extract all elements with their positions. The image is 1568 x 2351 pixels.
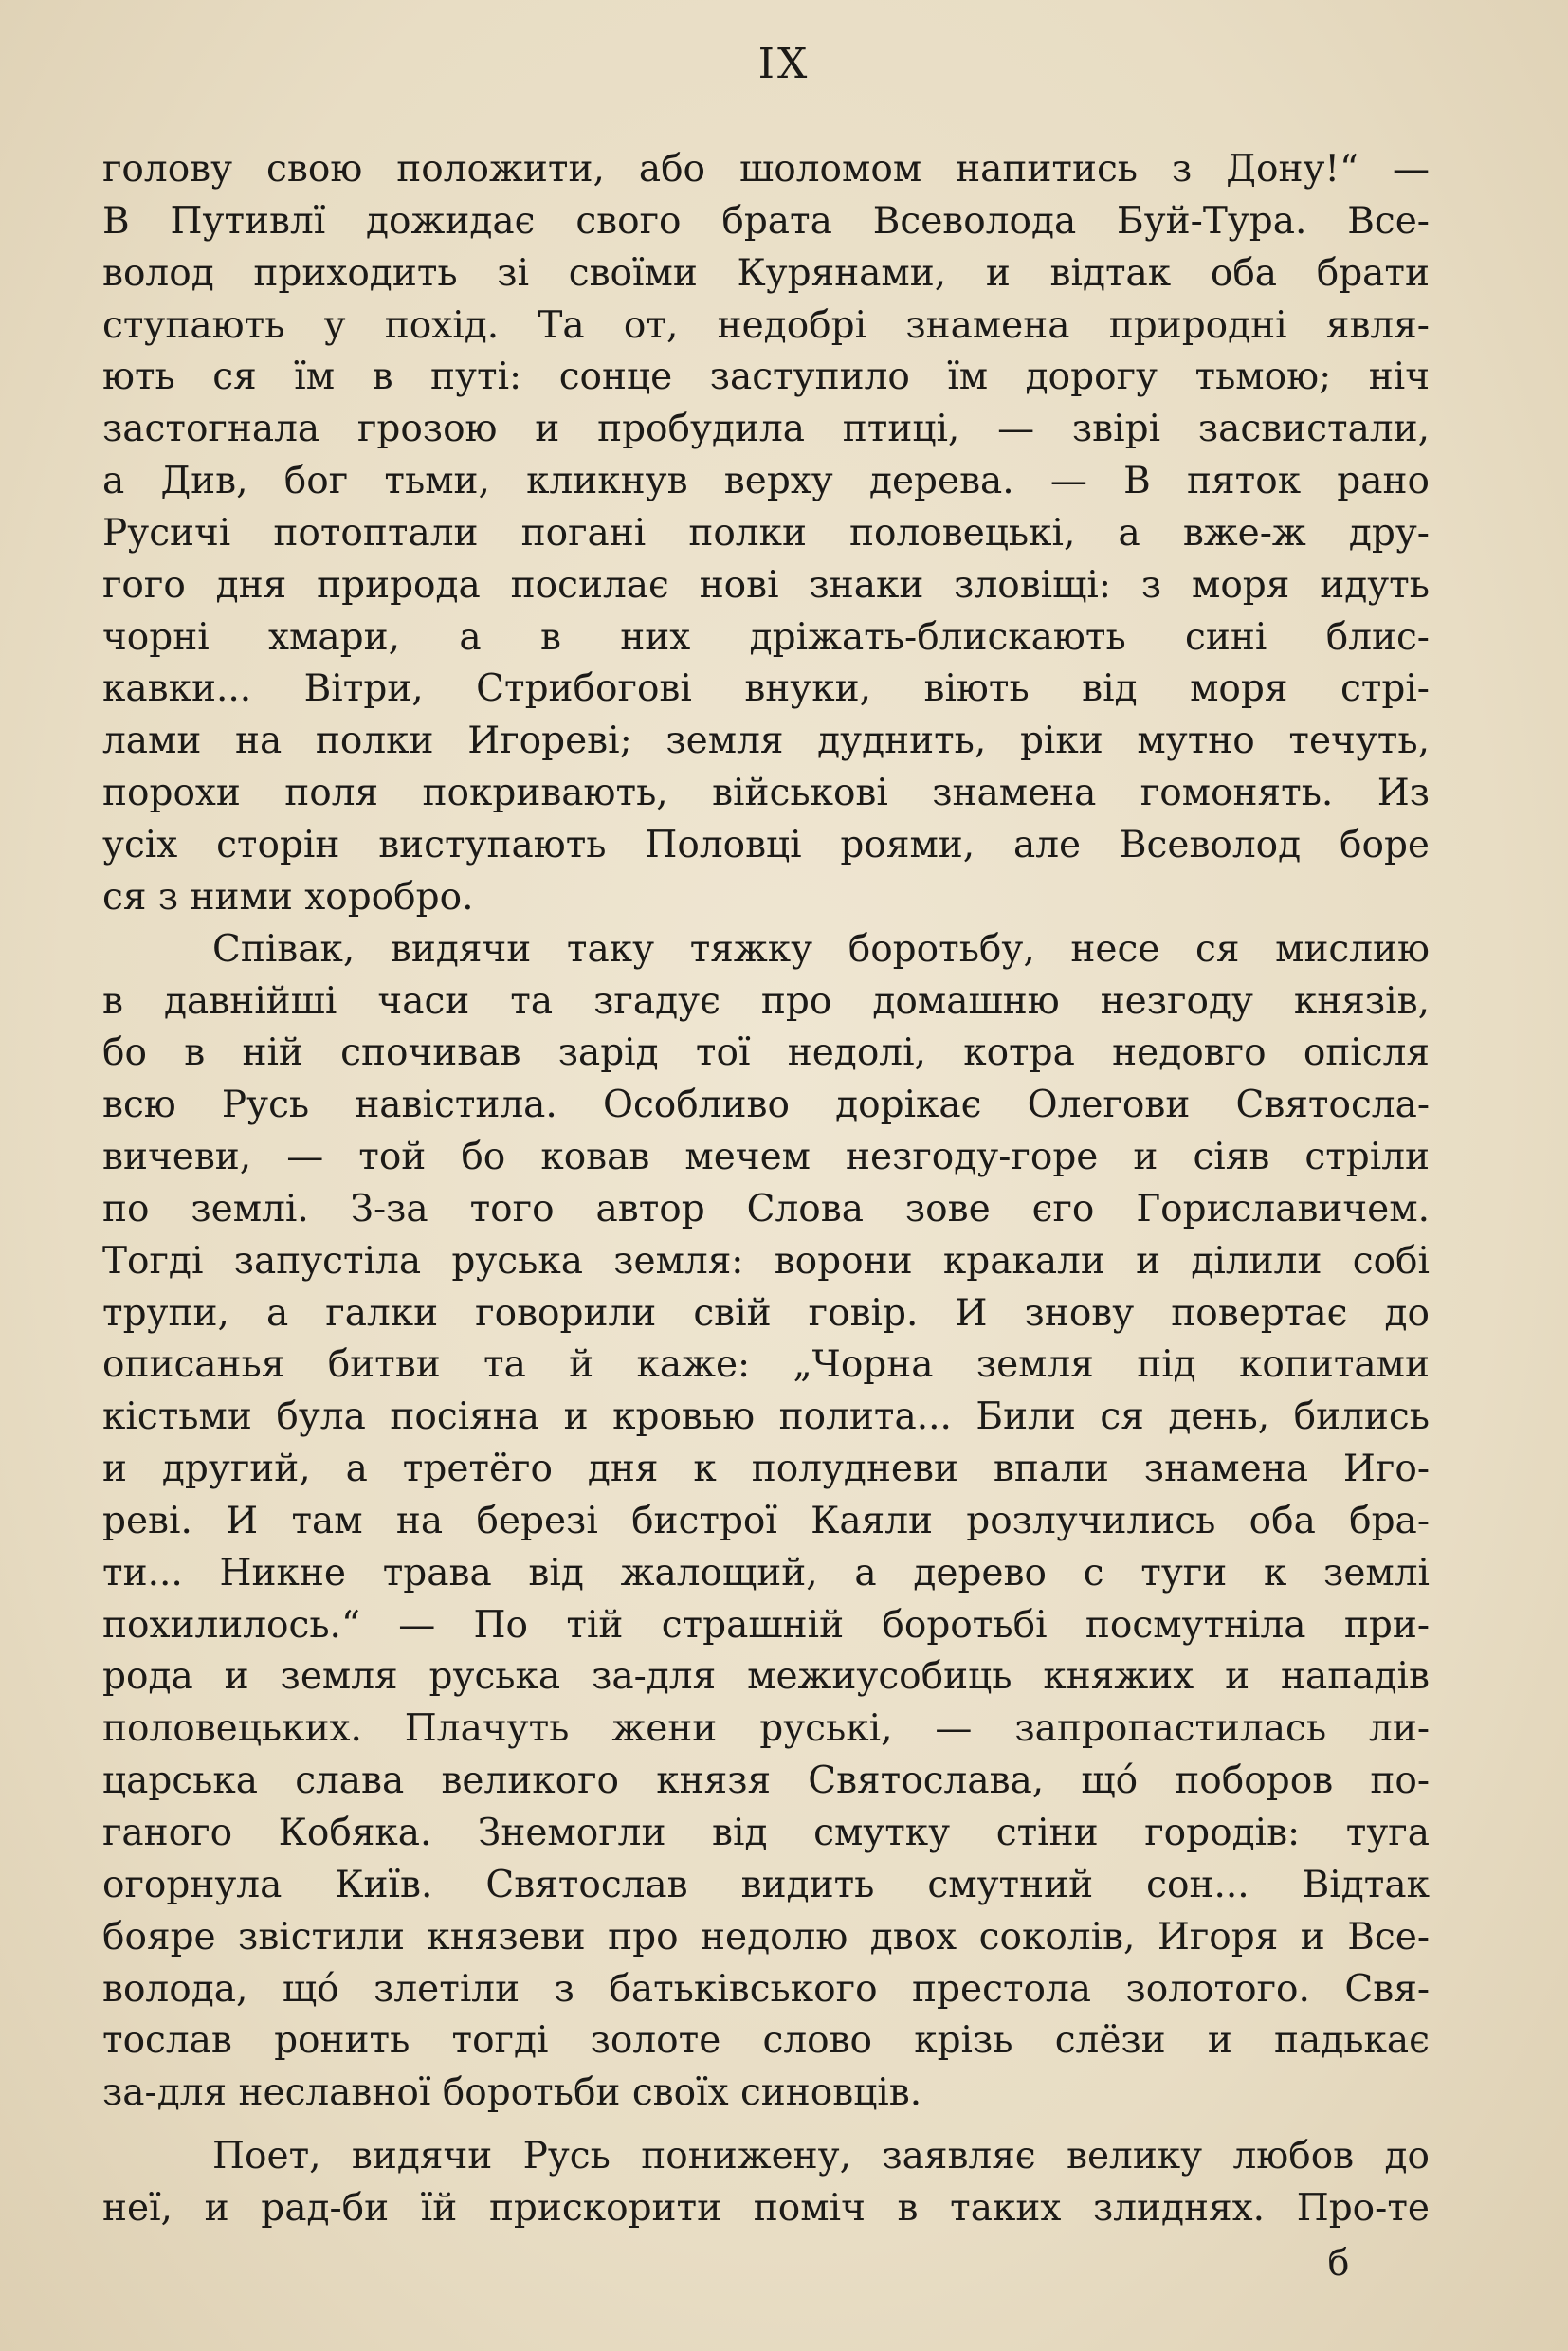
- text-line: в давнійші часи та згадує про домашню незгоду князів,: [102, 979, 1430, 1023]
- text-line: лами на полки Игореві; земля дуднить, ріки мутно течуть,: [102, 720, 1430, 763]
- text-line: трупи, а галки говорили свій говір. И знову повертає до: [102, 1291, 1430, 1335]
- text-line: огорнула Київ. Святослав видить смутний сон... Відтак: [102, 1863, 1430, 1906]
- text-line: за-для неславної боротьби своїх синовців.: [102, 2071, 922, 2115]
- text-line: Поет, видячи Русь понижену, заявляє велику любов до: [212, 2135, 1430, 2178]
- text-line: ти... Никне трава від жалощий, а дерево с туги к землі: [102, 1551, 1430, 1595]
- text-line: по землі. З-за того автор Слова зове єго Гориславичем.: [102, 1187, 1430, 1230]
- text-line: ся з ними хоробро.: [102, 875, 474, 919]
- text-line: кістьми була посіяна и кровью полита... Били ся день, бились: [102, 1395, 1430, 1439]
- text-line: всю Русь навістила. Особливо дорікає Олегови Святосла-: [102, 1084, 1430, 1127]
- text-line: В Путивлї дожидає свого брата Всеволода Буй-Тура. Все-: [102, 199, 1430, 243]
- text-line: а Див, бог тьми, кликнув верху дерева. — В пяток рано: [102, 460, 1430, 503]
- body-text: [102, 144, 1430, 2235]
- text-line: описанья битви та й каже: „Чорна земля під копитами: [102, 1343, 1430, 1387]
- text-line: волод приходить зі своїми Курянами, и відтак оба брати: [102, 251, 1430, 295]
- text-line: ганого Кобяка. Знемогли від смутку стіни городів: туга: [102, 1812, 1430, 1854]
- paragraph-3: [102, 2131, 1430, 2235]
- text-line: Співак, видячи таку тяжку боротьбу, несе ся мислию: [212, 927, 1430, 971]
- text-line: порохи поля покривають, військові знамена гомонять. Из: [102, 772, 1430, 815]
- signature-mark: б: [1327, 2242, 1350, 2284]
- text-line: неї, и рад-би їй прискорити поміч в таких злиднях. Про-те: [102, 2186, 1430, 2230]
- text-line: рода и земля руська за-для межиусобиць княжих и нападів: [102, 1655, 1430, 1699]
- text-line: Русичі потоптали погані полки половецькі, а вже-ж дру-: [102, 511, 1430, 555]
- page-number: IX: [757, 40, 811, 88]
- text-line: чорні хмари, а в них дріжать-блискають сині блис-: [102, 615, 1430, 659]
- text-line: тослав ронить тогді золоте слово крізь слёзи и падькає: [102, 2019, 1430, 2063]
- text-line: ступають у похід. Та от, недобрі знамена природні явля-: [102, 303, 1430, 347]
- text-line: гого дня природа посилає нові знаки зловіщі: з моря идуть: [102, 563, 1430, 607]
- text-line: кавки... Вітри, Стрибогові внуки, віють від моря стрі-: [102, 667, 1430, 711]
- text-line: реві. И там на березі бистрої Каяли розлучились оба бра-: [102, 1499, 1430, 1542]
- text-line: голову свою положити, або шоломом напитись з Дону!“ —: [102, 148, 1430, 191]
- text-line: ють ся їм в путі: сонце заступило їм дорогу тьмою; ніч: [102, 355, 1430, 399]
- paragraph-1: [102, 144, 1430, 924]
- text-line: половецьких. Плачуть жени руські, — запропастилась ли-: [102, 1707, 1430, 1751]
- text-line: усіх сторін виступають Половці роями, але Всеволод боре: [102, 823, 1430, 866]
- text-line: бояре звістили князеви про недолю двох соколів, Игоря и Все-: [102, 1915, 1430, 1959]
- text-line: волода, щó злетіли з батьківського престола золотого. Свя-: [102, 1967, 1430, 2011]
- paragraph-2: [102, 924, 1430, 2120]
- text-line: царська слава великого князя Святослава, щó поборов по-: [102, 1759, 1430, 1803]
- text-line: вичеви, — той бо ковав мечем незгоду-горе и сіяв стріли: [102, 1136, 1430, 1179]
- text-line: застогнала грозою и пробудила птиці, — звірі засвистали,: [102, 408, 1430, 451]
- text-line: Тогді запустіла руська земля: ворони кракали и ділили собі: [102, 1239, 1430, 1283]
- text-line: похилилось.“ — По тій страшній боротьбі посмутніла при-: [102, 1603, 1430, 1647]
- paragraph-gap: [102, 2120, 1430, 2131]
- text-line: и другий, а третёго дня к полудневи впали знамена Иго-: [102, 1448, 1430, 1491]
- text-line: бо в ній спочивав зарід тої недолі, котра недовго опісля: [102, 1031, 1430, 1075]
